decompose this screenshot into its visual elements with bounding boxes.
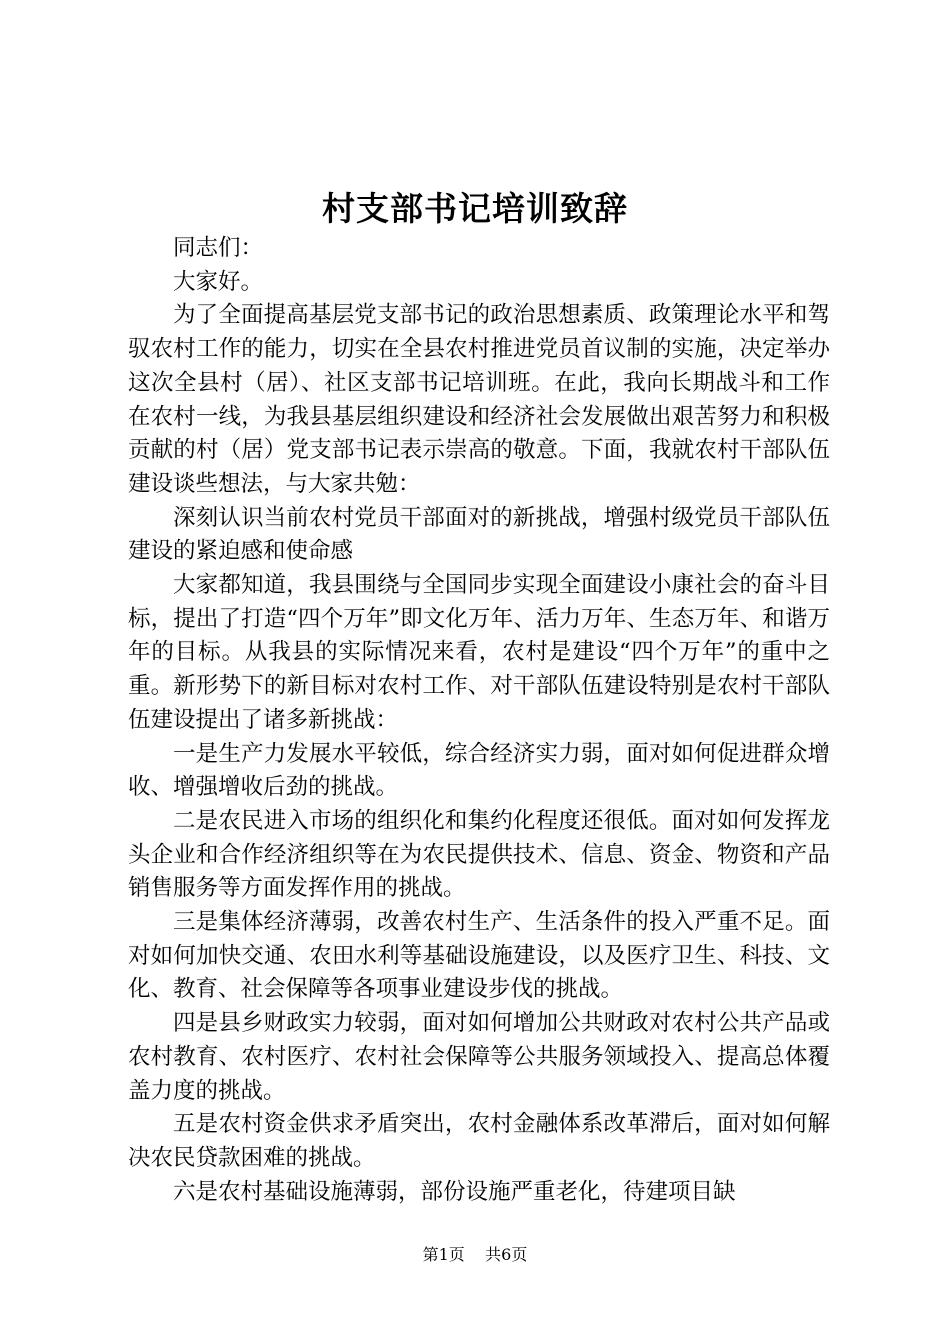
paragraph: 四是县乡财政实力较弱，面对如何增加公共财政对农村公共产品或农村教育、农村医疗、农村社会保障等公共服务领域投入、提高总体覆盖力度的挑战。	[128, 1010, 830, 1104]
paragraph: 大家都知道，我县围绕与全国同步实现全面建设小康社会的奋斗目标，提出了打造“四个万年”即文化万年、活力万年、生态万年、和谐万年的目标。从我县的实际情况来看，农村是建设“四个万年”的重中之重。新形势下的新目标对农村工作、对干部队伍建设特别是农村干部队伍建设提出了诸多新挑战：	[128, 572, 830, 733]
document-title: 村支部书记培训致辞	[322, 189, 628, 228]
paragraph: 深刻认识当前农村党员干部面对的新挑战，增强村级党员干部队伍建设的紧迫感和使命感	[128, 504, 830, 565]
page-footer	[0, 1244, 950, 1266]
paragraph: 大家好。	[173, 268, 264, 295]
paragraph: 二是农民进入市场的组织化和集约化程度还很低。面对如何发挥龙头企业和合作经济组织等在为农民提供技术、信息、资金、物资和产品销售服务等方面发挥作用的挑战。	[128, 807, 830, 902]
paragraph: 同志们：	[173, 235, 264, 261]
paragraph: 六是农村基础设施薄弱，部份设施严重老化，待建项目缺	[173, 1178, 736, 1205]
paragraph: 五是农村资金供求矛盾突出，农村金融体系改革滞后，面对如何解决农民贷款困难的挑战。	[128, 1111, 830, 1171]
paragraph: 为了全面提高基层党支部书记的政治思想素质、政策理论水平和驾驭农村工作的能力，切实在全县农村推进党员首议制的实施，决定举办这次全县村（居）、社区支部书记培训班。在此，我向长期战斗和工作在农村一线，为我县基层组织建设和经济社会发展做出艰苦努力和积极贡献的村（居）党支部书记表示崇高的敬意。下面，我就农村干部队伍建设谈些想法，与大家共勉：	[128, 302, 830, 497]
paragraph: 三是集体经济薄弱，改善农村生产、生活条件的投入严重不足。面对如何加快交通、农田水利等基础设施建设，以及医疗卫生、科技、文化、教育、社会保障等各项事业建设步伐的挑战。	[128, 909, 830, 1003]
page-number: 第1页	[422, 1245, 465, 1264]
footer-spacer	[470, 1245, 480, 1264]
document-body	[128, 232, 830, 1209]
page-total: 共6页	[485, 1245, 528, 1264]
paragraph: 一是生产力发展水平较低，综合经济实力弱，面对如何促进群众增收、增强增收后劲的挑战。	[128, 740, 830, 801]
